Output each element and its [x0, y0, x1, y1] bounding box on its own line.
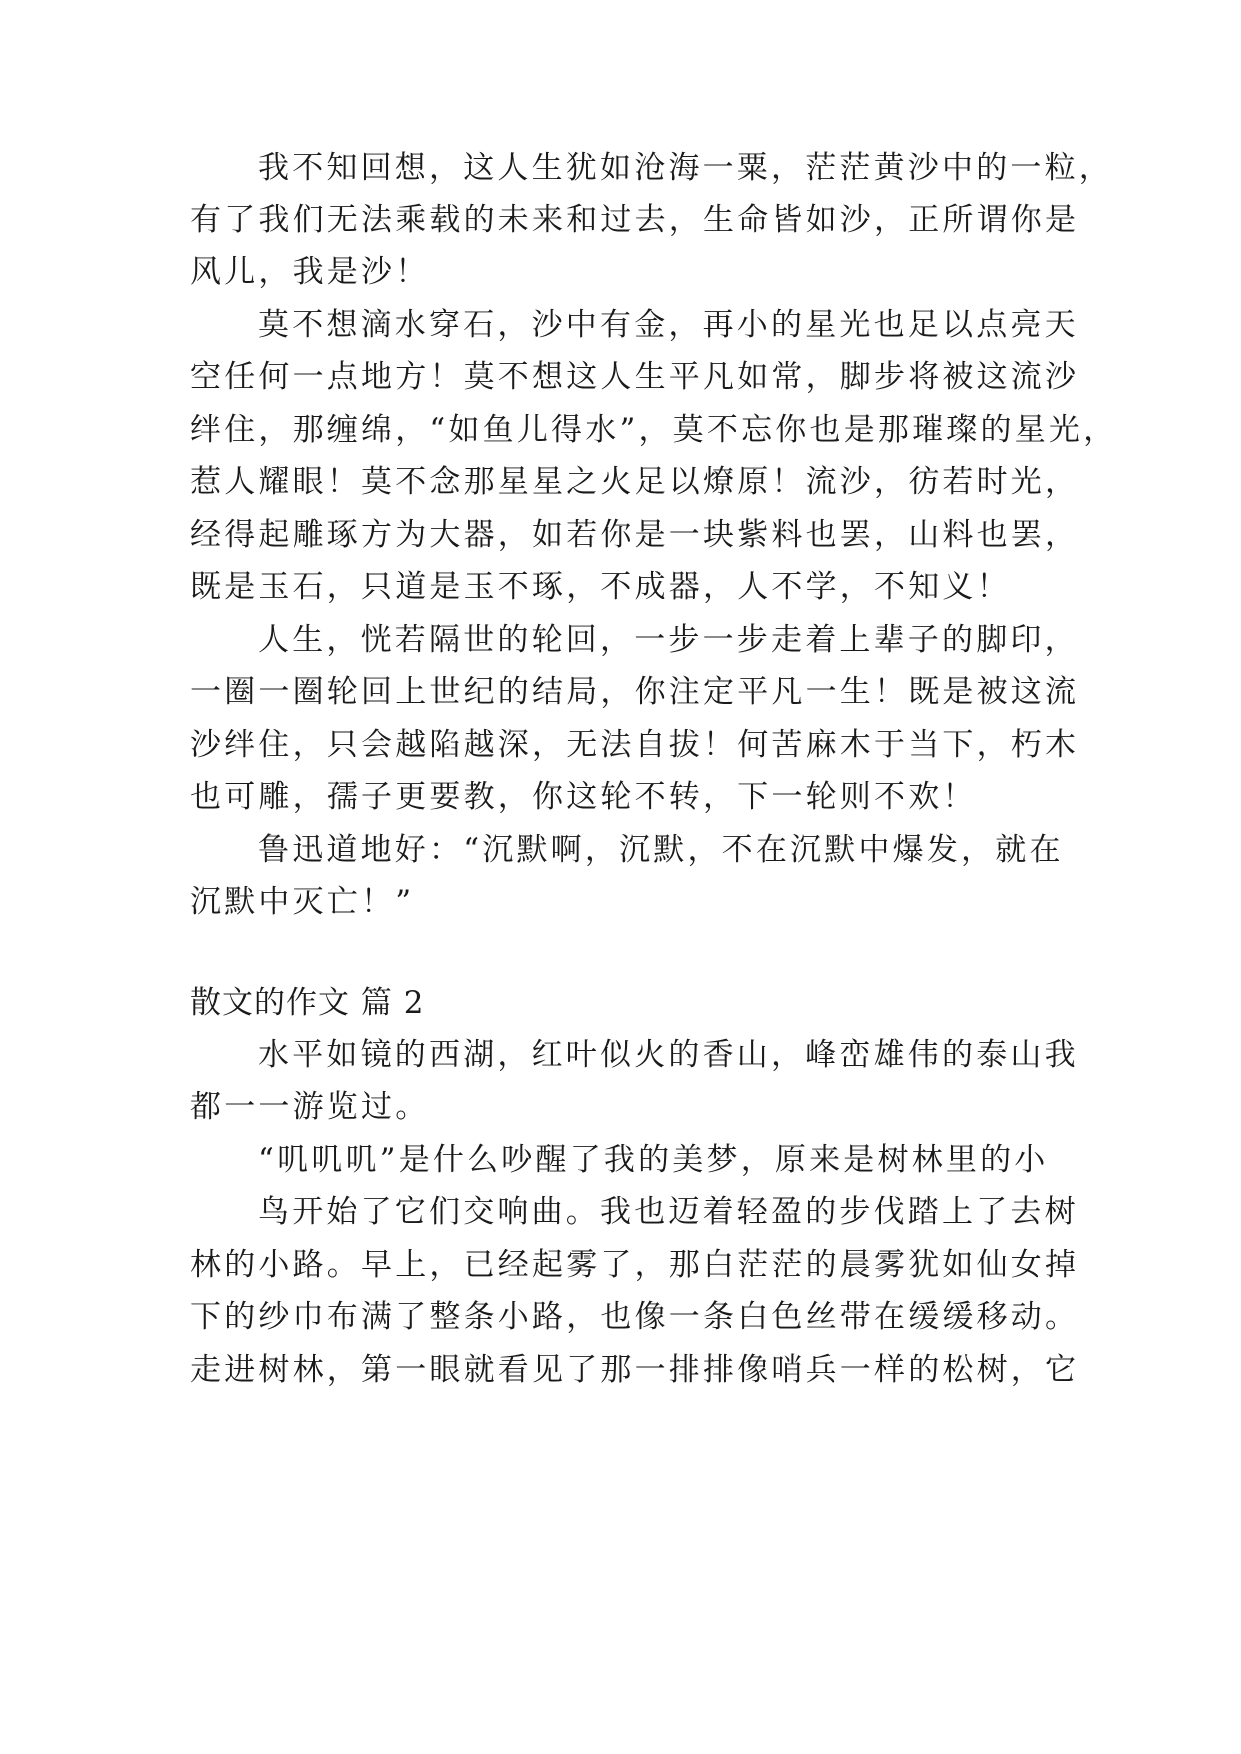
paragraph-line: 林的小路。早上，已经起雾了，那白茫茫的晨雾犹如仙女掉: [190, 1247, 1080, 1283]
paragraph-line: 人生，恍若隔世的轮回，一步一步走着上辈子的脚印，: [258, 622, 1079, 658]
paragraph-line: “叽叽叽”是什么吵醒了我的美梦，原来是树林里的小: [258, 1142, 1049, 1178]
paragraph-line: 一圈一圈轮回上世纪的结局，你注定平凡一生！既是被这流: [190, 674, 1080, 710]
paragraph-line: 也可雕，孺子更要教，你这轮不转，下一轮则不欢！: [190, 779, 977, 815]
paragraph-line: 绊住，那缠绵，“如鱼儿得水”，莫不忘你也是那璀璨的星光，: [190, 412, 1118, 448]
paragraph-line: 鲁迅道地好：“沉默啊，沉默，不在沉默中爆发，就在: [258, 832, 1064, 868]
paragraph-line: 有了我们无法乘载的未来和过去，生命皆如沙，正所谓你是: [190, 202, 1080, 238]
paragraph-line: 走进树林，第一眼就看见了那一排排像哨兵一样的松树，它: [190, 1352, 1080, 1388]
section-heading: 散文的作文 篇 2: [190, 985, 425, 1021]
paragraph-line: 下的纱巾布满了整条小路，也像一条白色丝带在缓缓移动。: [190, 1299, 1080, 1335]
paragraph-line: 莫不想滴水穿石，沙中有金，再小的星光也足以点亮天: [258, 307, 1079, 343]
paragraph-line: 鸟开始了它们交响曲。我也迈着轻盈的步伐踏上了去树: [258, 1194, 1079, 1230]
paragraph-line: 沉默中灭亡！”: [190, 884, 415, 920]
paragraph-line: 我不知回想，这人生犹如沧海一粟，茫茫黄沙中的一粒，: [258, 150, 1113, 186]
paragraph-line: 空任何一点地方！莫不想这人生平凡如常，脚步将被这流沙: [190, 359, 1080, 395]
paragraph-line: 风儿，我是沙！: [190, 254, 430, 290]
paragraph-line: 经得起雕琢方为大器，如若你是一块紫料也罢，山料也罢，: [190, 517, 1080, 553]
paragraph-line: 沙绊住，只会越陷越深，无法自拔！何苦麻木于当下，朽木: [190, 727, 1080, 763]
paragraph-line: 都一一游览过。: [190, 1089, 430, 1125]
paragraph-line: 水平如镜的西湖，红叶似火的香山，峰峦雄伟的泰山我: [258, 1037, 1079, 1073]
paragraph-line: 惹人耀眼！莫不念那星星之火足以燎原！流沙，彷若时光，: [190, 464, 1080, 500]
paragraph-line: 既是玉石，只道是玉不琢，不成器，人不学，不知义！: [190, 569, 1011, 605]
